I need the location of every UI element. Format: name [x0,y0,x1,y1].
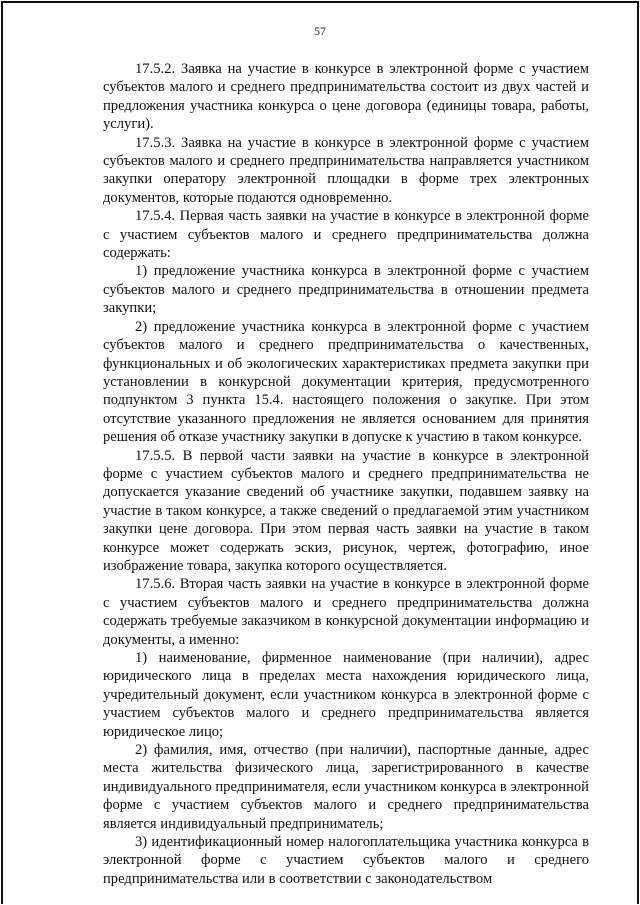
document-body [103,60,589,888]
list-item-2-individual: 2) фамилия, имя, отчество (при наличии), паспортные данные, адрес места жительства физического лица, зарегистрированного в качестве индивидуального предпринимателя, если участником конкурса в электронной форме с участием субъектов малого и среднего предпринимательства является индивидуальный предприниматель; [103,742,589,832]
list-item-1-legal-entity: 1) наименование, фирменное наименование (при наличии), адрес юридического лица в пределах места нахождения юридического лица, учредительный документ, если участником конкурса в электронной форме с участием субъектов малого и среднего предпринимательства является юридическое лицо; [103,650,589,740]
paragraph-17-5-6: 17.5.6. Вторая часть заявки на участие в конкурсе в электронной форме с участием субъектов малого и среднего предпринимательства должна содержать требуемые заказчиком в конкурсной документации информацию и документы, а именно: [103,576,589,648]
list-item-1: 1) предложение участника конкурса в электронной форме с участием субъектов малого и среднего предпринимательства в отношении предмета закупки; [103,263,589,317]
page-number: 57 [314,24,326,38]
paragraph-17-5-3: 17.5.3. Заявка на участие в конкурсе в электронной форме с участием субъектов малого и среднего предпринимательства направляется участником закупки оператору электронной площадки в форме трех электронных документов, которые подаются одновременно. [103,134,589,206]
scan-border-left [1,1,3,904]
list-item-3-inn: 3) идентификационный номер налогоплательщика участника конкурса в электронной форме с участием субъектов малого и среднего предпринимательства или в соответствии с законодательством [103,834,589,887]
list-item-2: 2) предложение участника конкурса в электронной форме с участием субъектов малого и среднего предпринимательства о качественных, функциональных и об экологических характеристиках предмета закупки при установлении в конкурсной документации критерия, предусмотренного подпунктом 3 пункта 15.4. настоящего положения о закупке. При этом отсутствие указанного предложения не является основанием для принятия решения об отказе участнику закупки в допуске к участию в таком конкурсе. [103,318,589,446]
scan-border-right [637,1,639,904]
paragraph-17-5-4: 17.5.4. Первая часть заявки на участие в конкурсе в электронной форме с участием субъектов малого и среднего предпринимательства должна содержать: [103,208,589,262]
paragraph-17-5-2: 17.5.2. Заявка на участие в конкурсе в электронной форме с участием субъектов малого и среднего предпринимательства состоит из двух частей и предложения участника конкурса о цене договора (единицы товара, работы, услуги). [103,61,589,133]
paragraph-17-5-5: 17.5.5. В первой части заявки на участие в конкурсе в электронной форме с участием субъектов малого и среднего предпринимательства не допускается указание сведений об участнике закупки, подавшем заявку на участие в таком конкурсе, а также сведений о предлагаемой этим участником закупки цене договора. При этом первая часть заявки на участие в таком конкурсе может содержать эскиз, рисунок, чертеж, фотографию, иное изображение товара, закупка которого осуществляется. [103,447,589,574]
scan-border-top [2,1,638,3]
